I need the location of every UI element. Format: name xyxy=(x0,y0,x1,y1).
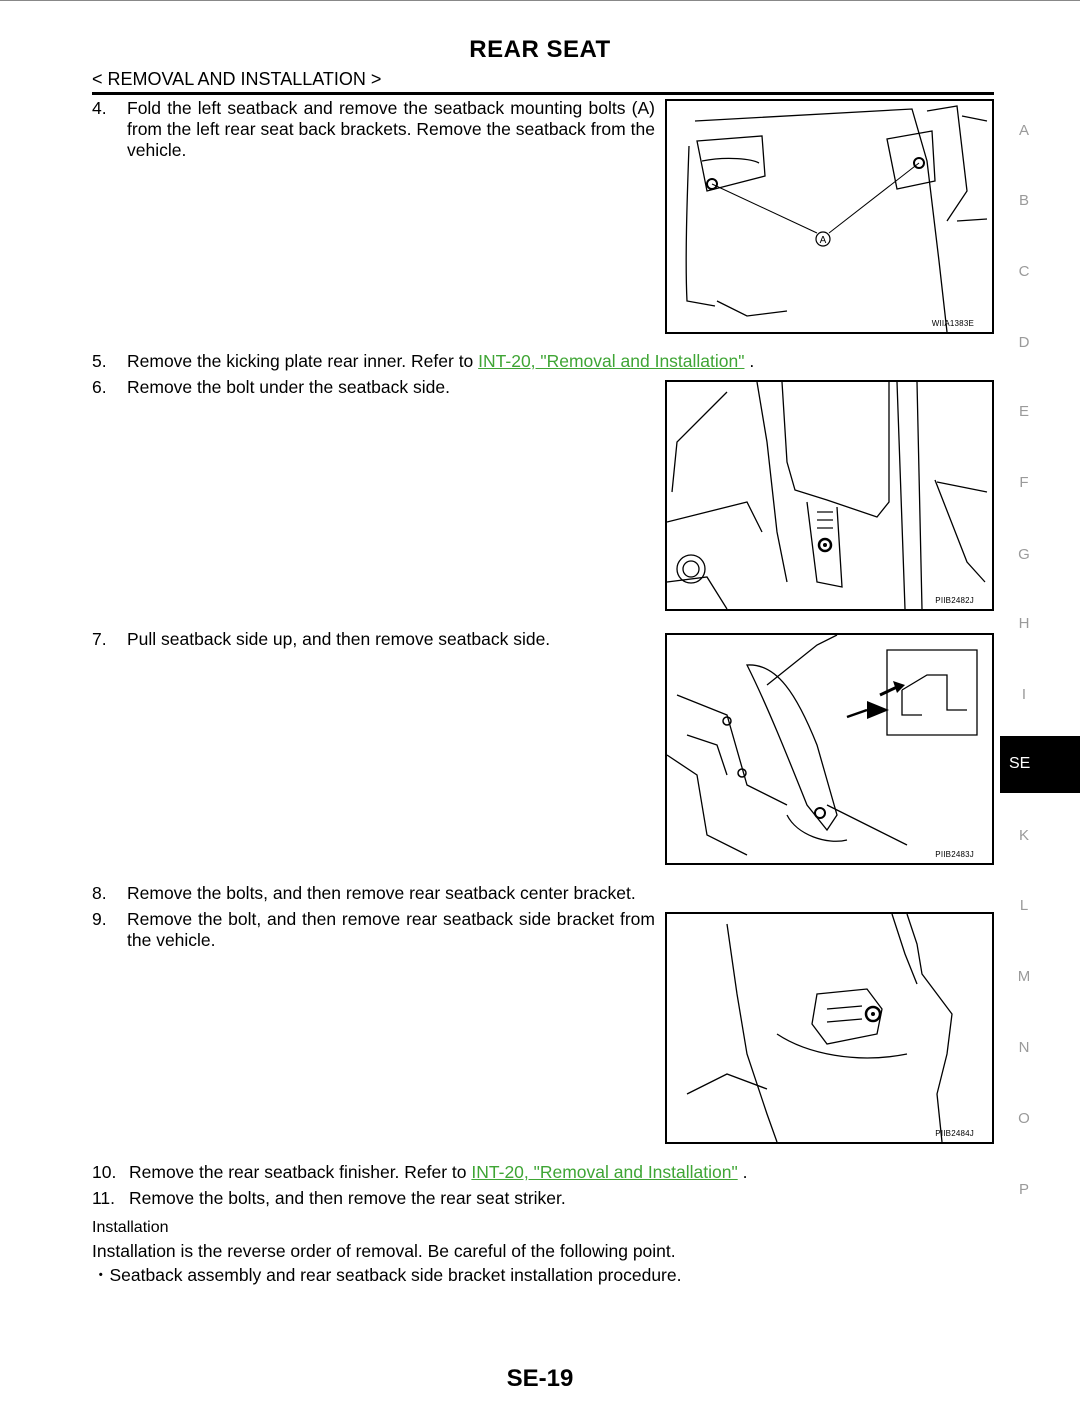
seatback-side-bolt-illustration xyxy=(667,382,992,609)
step-text: Remove the kicking plate rear inner. Refer to INT-20, "Removal and Installation" . xyxy=(127,351,755,371)
step-text: Remove the bolt, and then remove rear seatback side bracket from the vehicle. xyxy=(127,909,655,950)
installation-bullet: ・Seatback assembly and rear seatback side bracket installation procedure. xyxy=(92,1265,682,1285)
page-number: SE-19 xyxy=(506,1365,574,1392)
page-title: REAR SEAT xyxy=(469,36,611,63)
side-index-f[interactable]: F xyxy=(1019,474,1029,491)
figure-seatback-side-bolt xyxy=(665,380,994,611)
step-number: 11. xyxy=(92,1188,116,1208)
side-index-d[interactable]: D xyxy=(1018,334,1030,351)
step-text: Pull seatback side up, and then remove seatback side. xyxy=(127,629,551,649)
side-index-m[interactable]: M xyxy=(1017,968,1031,985)
side-index-se-active[interactable] xyxy=(1000,736,1080,793)
seatback-bolts-illustration xyxy=(667,101,992,332)
side-index-o[interactable]: O xyxy=(1018,1110,1030,1127)
step-number: 4. xyxy=(92,98,107,118)
figure-seatback-side-removal xyxy=(665,633,994,865)
top-border-line xyxy=(0,0,1080,1)
step-text: Remove the bolts, and then remove the rear seat striker. xyxy=(129,1188,566,1208)
figure-side-bracket xyxy=(665,912,994,1144)
section-heading: < REMOVAL AND INSTALLATION > xyxy=(92,69,382,89)
step-9 xyxy=(92,909,657,953)
seatback-side-removal-illustration xyxy=(667,635,992,863)
section-divider xyxy=(92,92,994,95)
installation-text: Installation is the reverse order of removal. Be careful of the following point. xyxy=(92,1241,676,1261)
side-index-e[interactable]: E xyxy=(1018,403,1029,420)
side-index-i[interactable]: I xyxy=(1021,686,1027,703)
step-text: Fold the left seatback and remove the seatback mounting bolts (A) from the left rear seat back brackets. Remove the seatback from the vehicle. xyxy=(127,98,655,160)
figure-id: PIIB2482J xyxy=(935,596,974,605)
step-text: Remove the rear seatback finisher. Refer to INT-20, "Removal and Installation" . xyxy=(129,1162,748,1182)
side-index-h[interactable]: H xyxy=(1018,615,1030,632)
side-index-k[interactable]: K xyxy=(1018,827,1029,844)
callout-a: A xyxy=(819,235,827,246)
side-index-p[interactable]: P xyxy=(1018,1181,1029,1198)
step-4 xyxy=(92,98,657,162)
step-text: Remove the bolt under the seatback side. xyxy=(127,377,450,397)
side-index-a[interactable]: A xyxy=(1018,122,1029,139)
step-number: 6. xyxy=(92,377,107,397)
side-index-l[interactable]: L xyxy=(1019,897,1029,914)
step-number: 10. xyxy=(92,1162,117,1182)
int-20-link[interactable]: INT-20, "Removal and Installation" xyxy=(471,1162,738,1182)
step-number: 8. xyxy=(92,883,107,903)
side-index-n[interactable]: N xyxy=(1018,1039,1030,1056)
figure-id: PIIB2484J xyxy=(935,1129,974,1138)
step-7 xyxy=(92,629,657,651)
side-index-se-label: SE xyxy=(1009,755,1031,772)
installation-heading: Installation xyxy=(92,1219,169,1236)
side-bracket-illustration xyxy=(667,914,992,1142)
step-text: Remove the bolts, and then remove rear seatback center bracket. xyxy=(127,883,636,903)
side-index-b[interactable]: B xyxy=(1018,192,1029,209)
step-number: 7. xyxy=(92,629,107,649)
figure-id: PIIB2483J xyxy=(935,850,974,859)
step-8 xyxy=(92,883,692,905)
side-index-c[interactable]: C xyxy=(1018,263,1030,280)
step-11 xyxy=(92,1188,692,1210)
figure-id: WIIA1383E xyxy=(931,319,974,328)
bullet-mark: ・ xyxy=(92,1265,110,1285)
step-10 xyxy=(92,1162,852,1184)
step-number: 9. xyxy=(92,909,107,929)
step-number: 5. xyxy=(92,351,107,371)
step-5 xyxy=(92,351,852,373)
step-6 xyxy=(92,377,657,399)
side-index-g[interactable]: G xyxy=(1018,546,1030,563)
int-20-link[interactable]: INT-20, "Removal and Installation" xyxy=(478,351,745,371)
figure-seatback-bolts xyxy=(665,99,994,334)
